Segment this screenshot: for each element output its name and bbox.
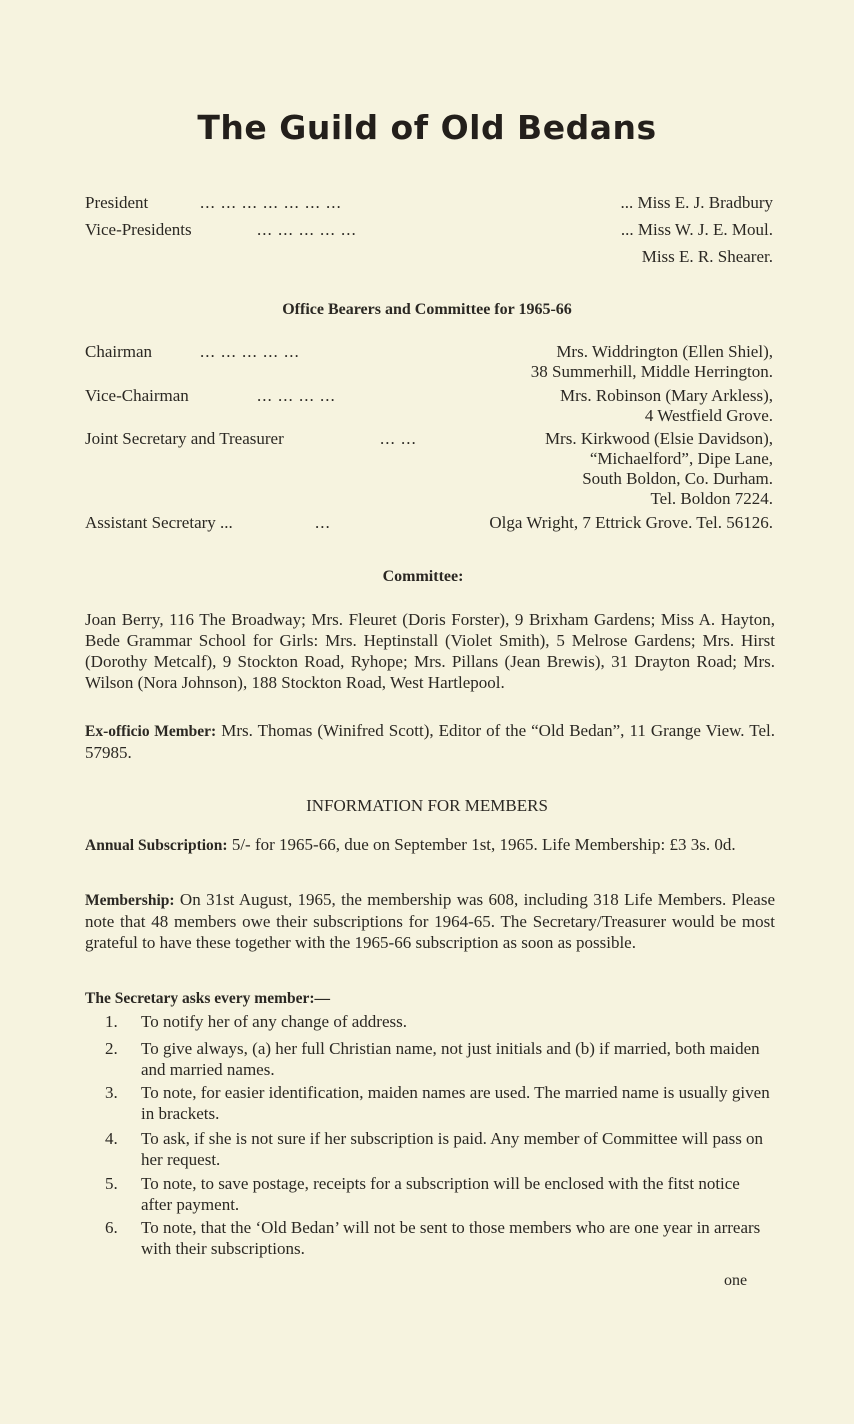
office-holder-line: “Michaelford”, Dipe Lane,	[589, 449, 773, 468]
leader-dots: ... ... ... ... ...	[200, 342, 300, 361]
office-holder-line: South Boldon, Co. Durham.	[582, 469, 773, 488]
leader-dots: ... ... ... ... ...	[257, 220, 357, 239]
subscription-label: Annual Subscription:	[85, 837, 228, 854]
secretary-heading-text: The Secretary asks every member:—	[85, 990, 331, 1007]
list-item-text: To note, to save postage, receipts for a subscription will be enclosed with the fitst notice after payment.	[141, 1174, 740, 1214]
list-item-text: To notify her of any change of address.	[141, 1012, 407, 1031]
office-holder-line: Tel. Boldon 7224.	[650, 489, 773, 508]
office-holder-line: 4 Westfield Grove.	[644, 406, 773, 425]
office-holder-line: Mrs. Robinson (Mary Arkless),	[560, 386, 773, 405]
office-bearers-heading: Office Bearers and Committee for 1965-66	[282, 301, 572, 318]
list-item-number: 3.	[105, 1083, 118, 1102]
office-label: Joint Secretary and Treasurer	[85, 429, 284, 448]
membership-label: Membership:	[85, 892, 175, 909]
officer-name: ... Miss E. J. Bradbury	[620, 193, 773, 212]
office-holder-line: Mrs. Widdrington (Ellen Shiel),	[556, 342, 773, 361]
office-label: Vice-Chairman	[85, 386, 189, 405]
leader-dots: ...	[315, 513, 331, 532]
ex-officio-text: Mrs. Thomas (Winifred Scott), Editor of the “Old Bedan”, 11 Grange View. Tel. 57985.	[85, 721, 775, 762]
committee-list: Joan Berry, 116 The Broadway; Mrs. Fleuret (Doris Forster), 9 Brixham Gardens; Miss A. Hayton, Bede Grammar School for Girls: Mrs. Heptinstall (Violet Smith), 5 Melrose Gardens; Mrs. Hirst (Dorothy Metcalf), 9 Stockton Road, Ryhope; Mrs. Pillans (Jean Brewis), 31 Drayton Road; Mrs. Wilson (Nora Johnson), 188 Stockton Road, West Hartlepool.	[85, 610, 775, 692]
list-item-text: To note, for easier identification, maiden names are used. The married name is usually given in brackets.	[141, 1083, 770, 1123]
leader-dots: ... ...	[380, 429, 417, 448]
committee-heading: Committee:	[382, 568, 464, 585]
office-holder-line: Mrs. Kirkwood (Elsie Davidson),	[544, 429, 773, 448]
list-item-number: 4.	[105, 1129, 118, 1148]
officer-label: President	[85, 193, 149, 212]
secretary-heading	[85, 987, 775, 1009]
officer-name: Miss E. R. Shearer.	[641, 247, 773, 266]
officer-name: ... Miss W. J. E. Moul.	[620, 220, 773, 239]
office-holder-line: Olga Wright, 7 Ettrick Grove. Tel. 56126.	[489, 513, 773, 532]
list-item-number: 6.	[105, 1218, 118, 1237]
membership-paragraph	[85, 889, 775, 953]
list-item-number: 2.	[105, 1039, 118, 1058]
page-title: The Guild of Old Bedans	[197, 108, 657, 147]
office-label: Chairman	[85, 342, 153, 361]
ex-officio-paragraph	[85, 720, 775, 763]
list-item-text: To ask, if she is not sure if her subscription is paid. Any member of Committee will pass on her request.	[141, 1129, 764, 1169]
information-heading: INFORMATION FOR MEMBERS	[306, 796, 548, 815]
ex-officio-label: Ex-officio Member:	[85, 723, 217, 740]
list-item-text: To give always, (a) her full Christian name, not just initials and (b) if married, both maiden and married names.	[141, 1039, 760, 1079]
membership-text: On 31st August, 1965, the membership was 608, including 318 Life Members. Please note that 48 members owe their subscriptions for 1964-65. The Secretary/Treasurer would be most grateful to have these together with the 1965-66 subscription as soon as possible.	[85, 890, 776, 952]
list-item-text: To note, that the ‘Old Bedan’ will not be sent to those members who are one year in arrears with their subscriptions.	[141, 1218, 761, 1258]
office-label: Assistant Secretary ...	[85, 513, 233, 532]
page-number: one	[724, 1272, 748, 1289]
list-item-number: 5.	[105, 1174, 118, 1193]
subscription-text: 5/- for 1965-66, due on September 1st, 1965. Life Membership: £3 3s. 0d.	[231, 835, 736, 854]
leader-dots: ... ... ... ... ... ... ...	[200, 193, 342, 212]
office-holder-line: 38 Summerhill, Middle Herrington.	[530, 362, 773, 381]
officer-label: Vice-Presidents	[85, 220, 192, 239]
leader-dots: ... ... ... ...	[257, 386, 336, 405]
list-item-number: 1.	[105, 1012, 118, 1031]
subscription-paragraph	[85, 834, 775, 856]
